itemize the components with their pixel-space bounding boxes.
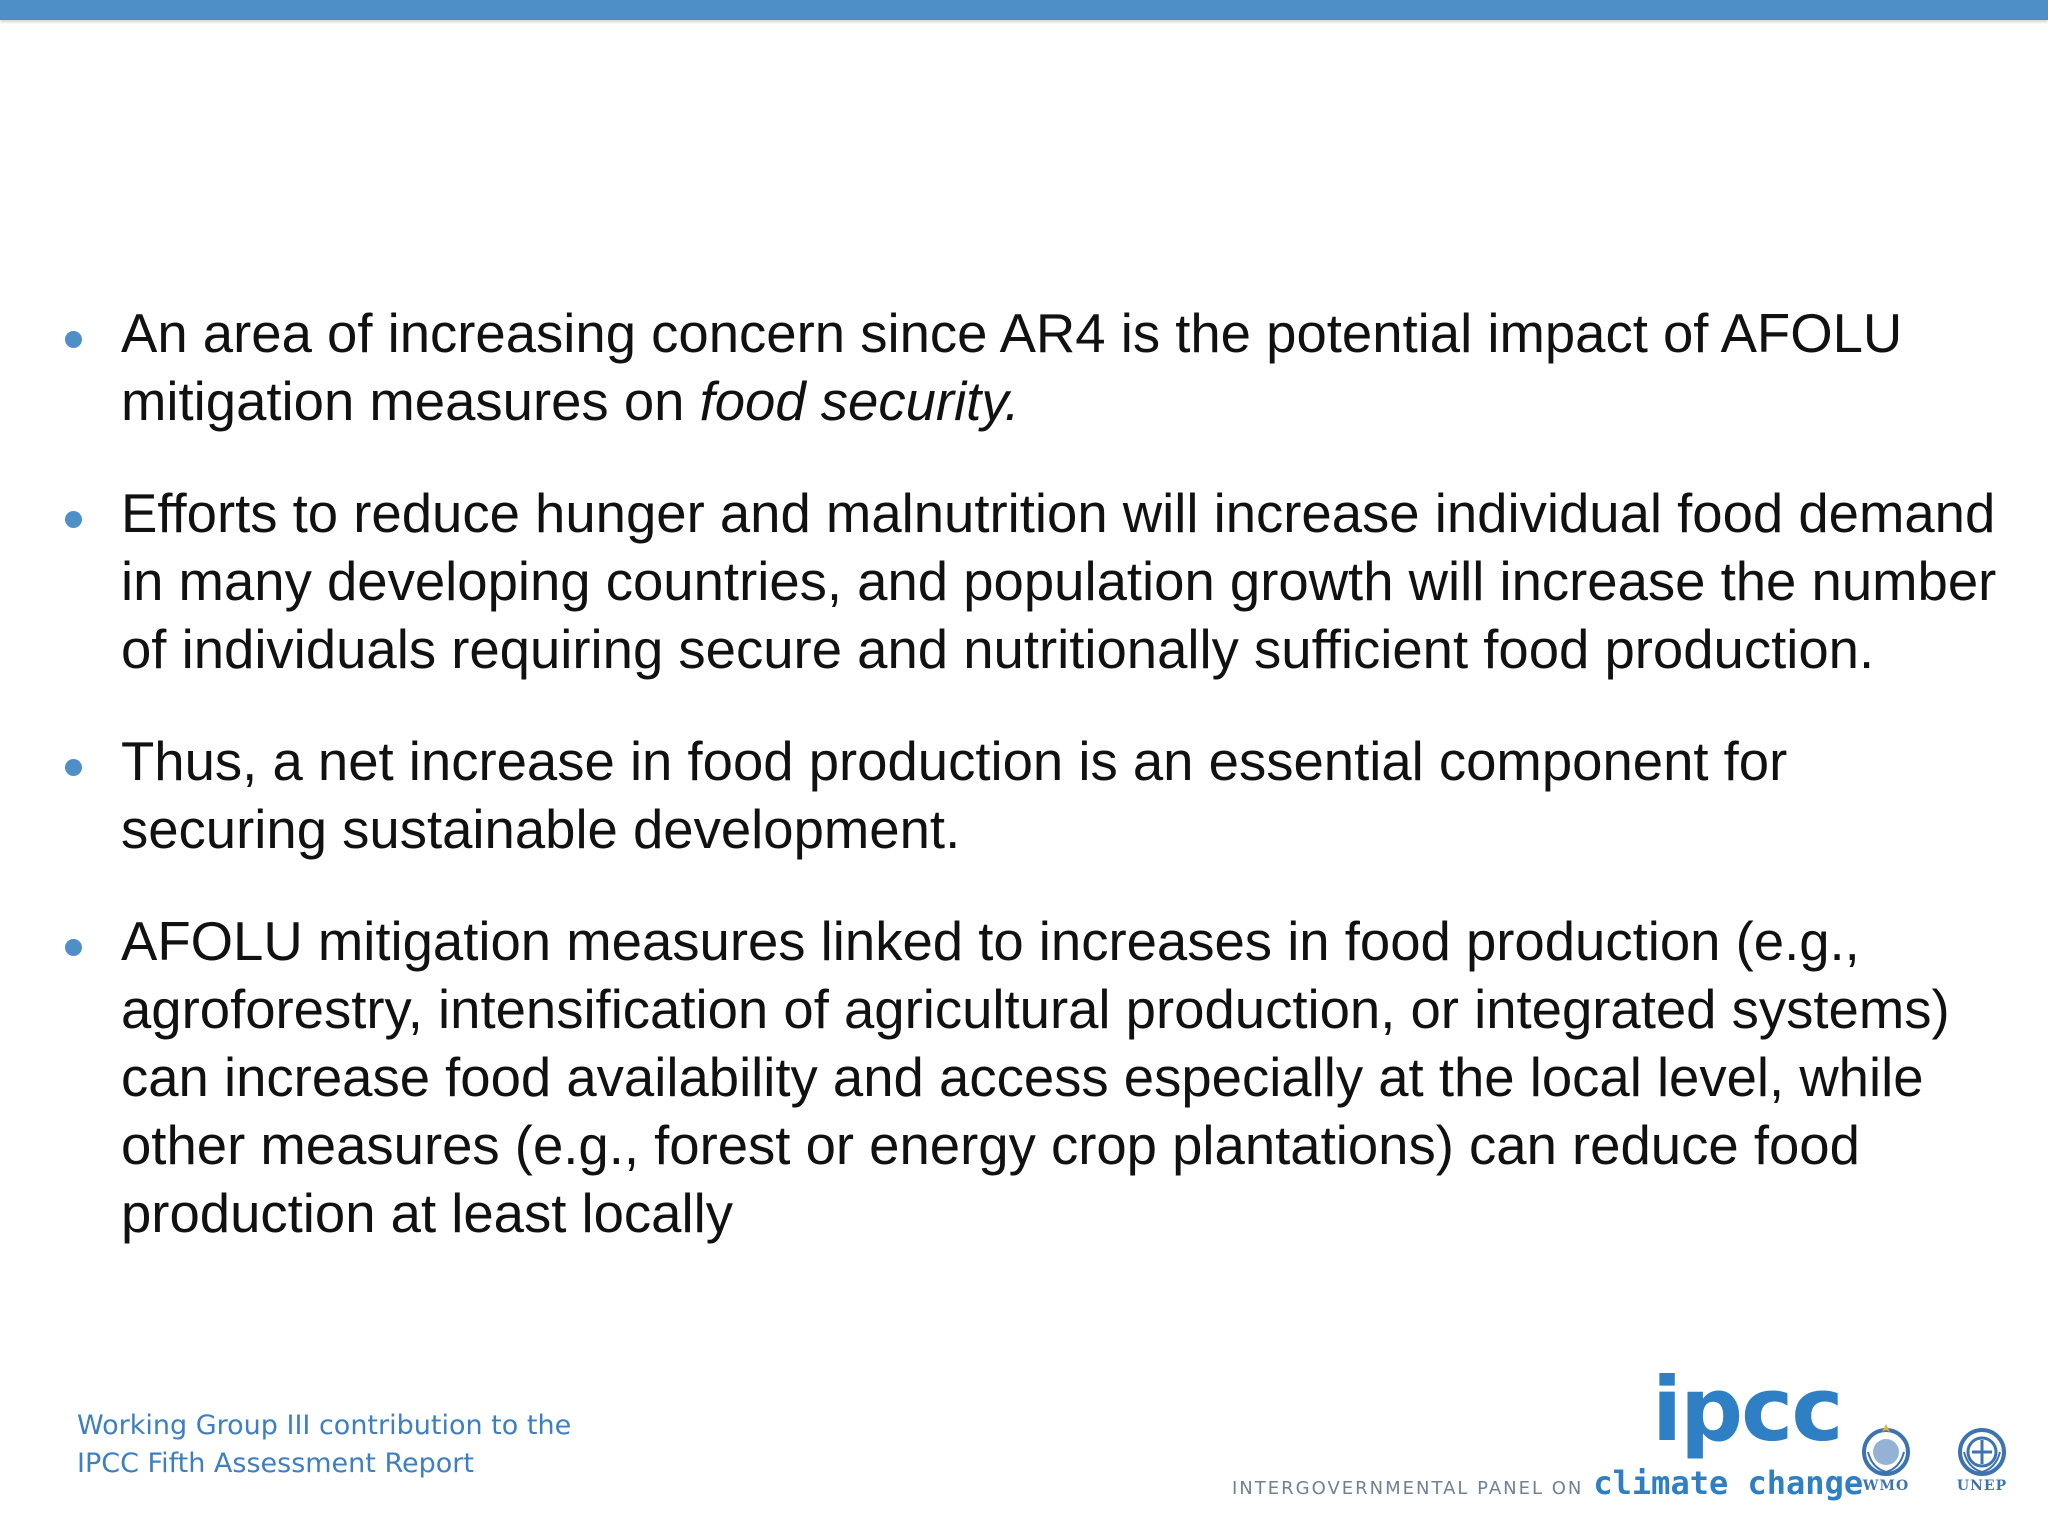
unep-emblem bbox=[1952, 1422, 2012, 1500]
logo-area bbox=[1220, 1358, 2020, 1502]
wmo-emblem bbox=[1856, 1422, 1916, 1500]
bullet-item bbox=[0, 480, 2048, 684]
bullet-text bbox=[121, 300, 2008, 436]
bullet-text: AFOLU mitigation measures linked to increases in food production (e.g., agroforestry, intensification of agricultural production, or integrated systems) can increase food availability and access especially at the local level, while other measures (e.g., forest or energy crop plantations) can reduce food production at least locally bbox=[121, 911, 1950, 1244]
bullet-dot-icon bbox=[65, 511, 82, 528]
unep-emblem-icon bbox=[1954, 1422, 2010, 1478]
bullet-item bbox=[0, 908, 2048, 1248]
wmo-label: WMO bbox=[1862, 1478, 1910, 1494]
footer-caption bbox=[77, 1407, 571, 1483]
footer-line-1: Working Group III contribution to the bbox=[77, 1410, 572, 1441]
ipcc-tagline-small: INTERGOVERNMENTAL PANEL ON bbox=[1232, 1478, 1584, 1499]
bullet-text-italic: food security. bbox=[699, 371, 1020, 432]
footer-line-2: IPCC Fifth Assessment Report bbox=[77, 1448, 474, 1479]
wmo-emblem-icon bbox=[1858, 1422, 1914, 1478]
bullet-dot-icon bbox=[65, 759, 82, 776]
bullet-text: Efforts to reduce hunger and malnutrition will increase individual food demand in many developing countries, and population growth will increase the number of individuals requiring secure and nutritionally sufficient food production. bbox=[121, 483, 1997, 680]
bullet-dot-icon bbox=[65, 331, 82, 348]
ipcc-logo: ipcc bbox=[1652, 1358, 1842, 1461]
unep-label: UNEP bbox=[1956, 1478, 2008, 1494]
ipcc-tagline bbox=[1232, 1464, 1863, 1502]
bullet-item bbox=[0, 300, 2048, 436]
bullet-text-main: An area of increasing concern since AR4 is the potential impact of AFOLU mitigation measures on bbox=[121, 303, 1903, 432]
bullet-dot-icon bbox=[65, 939, 82, 956]
ipcc-tagline-strong: climate change bbox=[1593, 1464, 1864, 1502]
bullet-item bbox=[0, 728, 2048, 864]
bullet-text: Thus, a net increase in food production is an essential component for securing sustainable development. bbox=[121, 731, 1788, 860]
top-accent-bar bbox=[0, 0, 2048, 20]
bullet-list bbox=[0, 300, 2048, 1292]
